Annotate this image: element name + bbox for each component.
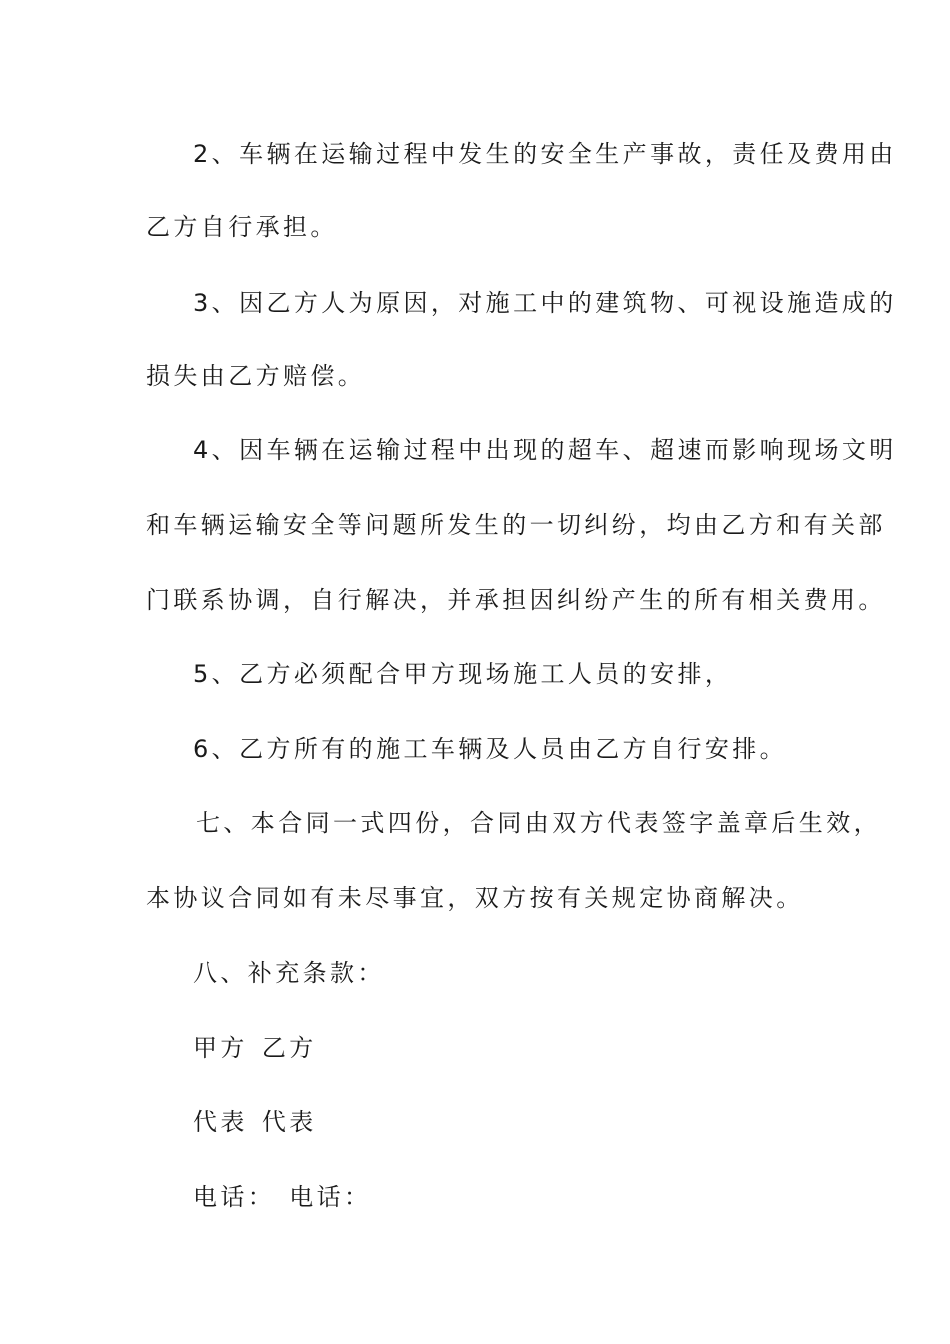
phone-b-label: 电话： xyxy=(289,1183,372,1211)
section-7-line-2: 本协议合同如有未尽事宜，双方按有关规定协商解决。 xyxy=(146,884,804,912)
section-8-heading: 八、补充条款： xyxy=(193,959,385,987)
clause-2-line-2: 乙方自行承担。 xyxy=(146,213,338,241)
clause-3-line-1: 3、因乙方人为原因，对施工中的建筑物、可视设施造成的 xyxy=(193,289,897,317)
rep-b-label: 代表 xyxy=(261,1108,317,1136)
party-b-label: 乙方 xyxy=(261,1034,317,1062)
clause-4-line-2: 和车辆运输安全等问题所发生的一切纠纷，均由乙方和有关部 xyxy=(146,511,886,539)
signature-representative-row xyxy=(193,1105,806,1139)
rep-a-label: 代表 xyxy=(193,1108,248,1136)
signature-parties-row xyxy=(193,1031,806,1065)
section-7-line-1: 七、本合同一式四份，合同由双方代表签字盖章后生效， xyxy=(196,809,881,837)
clause-6: 6、乙方所有的施工车辆及人员由乙方自行安排。 xyxy=(193,735,788,763)
clause-2-line-1: 2、车辆在运输过程中发生的安全生产事故，责任及费用由 xyxy=(193,140,897,168)
party-a-label: 甲方 xyxy=(193,1034,248,1062)
clause-4-line-1: 4、因车辆在运输过程中出现的超车、超速而影响现场文明 xyxy=(193,436,897,464)
clause-4-line-3: 门联系协调，自行解决，并承担因纠纷产生的所有相关费用。 xyxy=(146,586,886,614)
signature-phone-row xyxy=(193,1180,806,1214)
clause-5: 5、乙方必须配合甲方现场施工人员的安排， xyxy=(193,660,733,688)
clause-3-line-2: 损失由乙方赔偿。 xyxy=(146,362,366,390)
phone-a-label: 电话： xyxy=(193,1183,276,1211)
